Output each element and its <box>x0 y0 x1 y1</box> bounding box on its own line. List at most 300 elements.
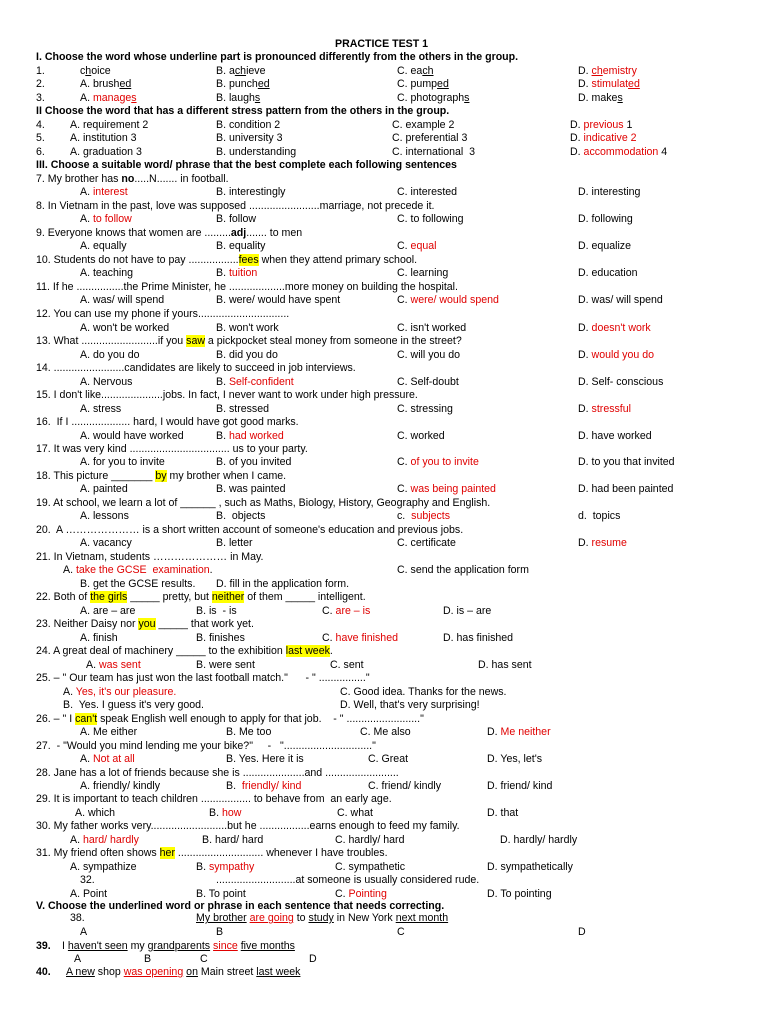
text-run: speak English well enough to apply for that job. - " ........................." <box>97 713 424 725</box>
test-line <box>0 793 768 806</box>
answer-option <box>487 726 551 739</box>
item-text: A. are – are <box>80 605 136 617</box>
text-run: C. <box>335 888 349 900</box>
answer-option: B. is - is <box>196 605 237 617</box>
text-run: tuition <box>228 267 258 279</box>
answer-option <box>66 966 300 979</box>
item-text: A. Me either <box>80 726 138 738</box>
text-run: s <box>131 92 137 104</box>
text-run: oice <box>91 65 111 77</box>
test-line <box>0 92 768 105</box>
text-run: D. make <box>578 92 618 104</box>
answer-option: A. institution 3 <box>70 132 137 144</box>
text-run: are – is <box>335 605 371 617</box>
text-run: . <box>209 564 213 576</box>
answer-option <box>578 349 654 362</box>
text-run: c <box>80 65 86 77</box>
text-run: C. ea <box>397 65 423 77</box>
text-run: in New York <box>333 912 396 924</box>
test-line <box>0 389 768 402</box>
text-run: D. <box>578 403 592 415</box>
item-text: A <box>74 953 82 965</box>
text-run: A. <box>63 686 76 698</box>
text-run: Yes, it's our pleasure. <box>75 686 177 698</box>
answer-option <box>570 132 637 145</box>
text-run: B. <box>209 807 222 819</box>
answer-option <box>216 78 270 91</box>
item-text: B. Yes. I guess it's very good. <box>63 699 204 711</box>
answer-option <box>216 92 260 105</box>
text-run: My brother <box>196 912 247 924</box>
test-line <box>0 281 768 294</box>
text-run: s <box>254 92 261 104</box>
text-run: equal <box>410 240 437 252</box>
answer-option: D. To pointing <box>487 888 552 900</box>
answer-option: C. worked <box>397 430 445 442</box>
text-run: C. <box>322 605 336 617</box>
text-run: when they attend primary school. <box>258 254 418 266</box>
test-line <box>0 200 768 213</box>
test-line <box>0 926 768 939</box>
answer-option <box>62 940 295 953</box>
text-run: next month <box>395 912 449 924</box>
test-line <box>0 254 768 267</box>
answer-option: C. interested <box>397 186 458 198</box>
text-run: B. <box>216 376 229 388</box>
item-text: 14. ........................candidates are likely to succeed in job interviews. <box>36 362 356 374</box>
text-run: of you to invite <box>410 456 479 468</box>
text-run: C. <box>322 632 336 644</box>
test-line <box>0 322 768 335</box>
answer-option <box>578 403 631 416</box>
text-run: ed <box>437 78 449 90</box>
item-text: A. sympathize <box>70 861 137 873</box>
text-run: of them _____ intelligent. <box>244 591 366 603</box>
answer-option <box>578 537 627 550</box>
answer-option: C. Great <box>368 753 409 765</box>
answer-option: D. to you that invited <box>578 456 675 468</box>
test-line <box>0 497 768 510</box>
test-line <box>0 537 768 550</box>
item-text: 27. - "Would you mind lending me your bike?" - ".............................." <box>36 740 376 752</box>
answer-option <box>397 510 450 523</box>
text-run: 7. My brother has <box>36 173 122 185</box>
answer-option <box>578 78 640 91</box>
item-text: A. vacancy <box>80 537 132 549</box>
item-text: A. would have worked <box>80 430 184 442</box>
test-line <box>0 510 768 523</box>
item-text: 2. <box>36 78 45 90</box>
answer-option: C. send the application form <box>397 564 529 576</box>
answer-option: D. Well, that's very surprising! <box>340 699 480 711</box>
answer-option: B. understanding <box>216 146 297 158</box>
answer-option: D. friend/ kind <box>487 780 553 792</box>
answer-option: D. have worked <box>578 430 652 442</box>
test-line <box>0 564 768 577</box>
answer-option <box>397 456 479 469</box>
answer-option: B. won't work <box>216 322 279 334</box>
text-run: A. <box>80 213 93 225</box>
test-line <box>0 132 768 145</box>
text-run: A. <box>80 753 93 765</box>
answer-option: C. Self-doubt <box>397 376 459 388</box>
text-run: Pointing <box>348 888 387 900</box>
text-run: D. <box>570 132 584 144</box>
text-run: 9. Everyone knows that women are ......... <box>36 227 231 239</box>
answer-option <box>322 605 370 618</box>
text-run: take the GCSE examination <box>75 564 210 576</box>
text-run: A. brush <box>80 78 120 90</box>
item-text: 30. My father works very..........................but he .................earns enough to feed my family. <box>36 820 460 832</box>
item-text <box>36 227 302 240</box>
item-text: 17. It was very kind .................................. us to your party. <box>36 443 308 455</box>
test-line <box>0 834 768 847</box>
item-text: 40. <box>36 966 51 978</box>
answer-option: A. graduation 3 <box>70 146 142 158</box>
text-run: D. <box>578 65 592 77</box>
answer-option: C. learning <box>397 267 449 279</box>
item-text: 11. If he ................the Prime Minister, he ...................more money on building the hospital. <box>36 281 458 293</box>
test-line <box>0 146 768 159</box>
answer-option: D. education <box>578 267 638 279</box>
test-line <box>0 820 768 833</box>
text-run: sympathy <box>208 861 255 873</box>
text-run: adj <box>230 227 247 239</box>
page-title-row <box>0 38 768 51</box>
item-text: B. get the GCSE results. <box>80 578 196 590</box>
answer-option: B. finishes <box>196 632 245 644</box>
answer-option: C <box>397 926 405 938</box>
answer-option: B. stressed <box>216 403 269 415</box>
answer-option <box>578 92 623 105</box>
text-run: D. <box>578 349 592 361</box>
text-run: no <box>121 173 135 185</box>
text-run: 4 <box>658 146 668 158</box>
test-line <box>0 335 768 348</box>
test-line <box>0 416 768 429</box>
text-run: emistry <box>602 65 637 77</box>
item-text: A. Point <box>70 888 108 900</box>
text-run: C. photograph <box>397 92 465 104</box>
text-run: Self-confident <box>228 376 294 388</box>
text-run: 26. – " I <box>36 713 76 725</box>
text-run: ....... to men <box>246 227 303 239</box>
page-title: PRACTICE TEST 1 <box>335 38 429 50</box>
text-run: ch <box>234 65 247 77</box>
answer-option: C. to following <box>397 213 464 225</box>
item-text <box>36 254 417 267</box>
answer-option <box>196 861 254 874</box>
answer-option: B. of you invited <box>216 456 292 468</box>
answer-option: B. condition 2 <box>216 119 281 131</box>
text-run: s <box>464 92 470 104</box>
test-line <box>0 632 768 645</box>
text-run: B. punch <box>216 78 258 90</box>
test-line <box>0 470 768 483</box>
answer-option: C. will you do <box>397 349 460 361</box>
answer-option: C. Me also <box>360 726 411 738</box>
test-line <box>0 966 768 979</box>
test-line <box>0 686 768 699</box>
text-run: 24. A great deal of machinery _____ to the exhibition <box>36 645 286 657</box>
answer-option: B <box>144 953 152 965</box>
answer-option: B. letter <box>216 537 253 549</box>
text-run: on <box>186 966 198 978</box>
test-line <box>0 186 768 199</box>
section-heading <box>0 159 768 172</box>
text-run: 31. My friend often shows <box>36 847 160 859</box>
text-run: ch <box>422 65 434 77</box>
answer-option: D. equalize <box>578 240 631 252</box>
answer-option: C. hardly/ hard <box>335 834 405 846</box>
text-run: you <box>138 618 156 630</box>
text-run: indicative 2 <box>583 132 637 144</box>
text-run: interest <box>92 186 128 198</box>
test-line <box>0 376 768 389</box>
text-run: ch <box>591 65 603 77</box>
answer-option <box>216 430 284 443</box>
text-run: haven't seen <box>67 940 128 952</box>
item-text: 4. <box>36 119 45 131</box>
test-line <box>0 430 768 443</box>
test-line <box>0 740 768 753</box>
test-line <box>0 672 768 685</box>
test-line <box>0 456 768 469</box>
text-run: C. <box>397 240 411 252</box>
test-line <box>0 65 768 78</box>
item-text: 39. <box>36 940 51 952</box>
text-run: fees <box>238 254 259 266</box>
item-text: 32. <box>80 874 95 886</box>
text-run: were/ would spend <box>410 294 499 306</box>
answer-option: D. Yes, let's <box>487 753 543 765</box>
text-run: A. <box>80 186 93 198</box>
text-run: manage <box>92 92 132 104</box>
item-text: A. for you to invite <box>80 456 165 468</box>
test-line <box>0 173 768 186</box>
text-run: neither <box>211 591 245 603</box>
item-text: A. was/ will spend <box>80 294 165 306</box>
answer-option: B. Me too <box>226 726 272 738</box>
text-run: can't <box>75 713 98 725</box>
item-text <box>36 335 462 348</box>
test-line <box>0 861 768 874</box>
item-text: 6. <box>36 146 45 158</box>
text-run: have finished <box>335 632 398 644</box>
item-text: 16. If I .................... hard, I would have got good marks. <box>36 416 299 428</box>
item-text <box>63 686 176 699</box>
answer-option: C. example 2 <box>392 119 455 131</box>
text-run: was opening <box>123 966 184 978</box>
item-text <box>86 659 141 672</box>
text-run: Not at all <box>92 753 135 765</box>
answer-option: B. interestingly <box>216 186 286 198</box>
item-text: II Choose the word that has a different stress pattern from the others in the group. <box>36 105 450 117</box>
text-run: are going <box>249 912 294 924</box>
answer-option: C. stressing <box>397 403 453 415</box>
text-run: last week <box>256 966 301 978</box>
text-run: 1 <box>623 119 633 131</box>
item-text: A. friendly/ kindly <box>80 780 161 792</box>
answer-option: C. friend/ kindly <box>368 780 442 792</box>
item-text <box>36 645 333 658</box>
text-run: a pickpocket steal money from someone in the street? <box>204 335 462 347</box>
item-text: A. finish <box>80 632 118 644</box>
text-run: B. laugh <box>216 92 255 104</box>
answer-option: B. Yes. Here it is <box>226 753 304 765</box>
test-line <box>0 403 768 416</box>
test-line <box>0 953 768 966</box>
text-run: shop <box>94 966 124 978</box>
test-line <box>0 308 768 321</box>
answer-option: B. university 3 <box>216 132 283 144</box>
item-text: A. which <box>75 807 116 819</box>
item-text: A. teaching <box>80 267 134 279</box>
text-run: D. <box>578 537 592 549</box>
answer-option: B <box>216 926 224 938</box>
answer-option <box>216 65 266 78</box>
answer-option <box>397 65 434 78</box>
text-run: _____ that work yet. <box>155 618 254 630</box>
item-text <box>63 564 213 577</box>
answer-option: D. Self- conscious <box>578 376 664 388</box>
text-run: had worked <box>228 430 284 442</box>
text-run: h <box>85 65 92 77</box>
test-line <box>0 240 768 253</box>
text-run: c. <box>397 510 412 522</box>
answer-option: D. had been painted <box>578 483 674 495</box>
answer-option: D. is – are <box>443 605 492 617</box>
answer-option: B. did you do <box>216 349 278 361</box>
text-run: I <box>62 940 68 952</box>
text-run: study <box>308 912 334 924</box>
answer-option: B. were/ would have spent <box>216 294 341 306</box>
answer-option <box>397 294 499 307</box>
answer-option: C. isn't worked <box>397 322 467 334</box>
answer-option: B. was painted <box>216 483 286 495</box>
text-run: D. <box>487 726 501 738</box>
text-run: stimulat <box>591 78 629 90</box>
section-heading <box>0 105 768 118</box>
answer-option <box>216 267 257 280</box>
item-text <box>36 173 229 186</box>
answer-option <box>196 912 448 925</box>
answer-option: C. sympathetic <box>335 861 406 873</box>
text-run: subjects <box>411 510 451 522</box>
answer-option: C. what <box>337 807 373 819</box>
item-text: V. Choose the underlined word or phrase in each sentence that needs correcting. <box>36 900 445 912</box>
text-run: would you do <box>591 349 654 361</box>
item-text: III. Choose a suitable word/ phrase that the best complete each following sentences <box>36 159 457 171</box>
text-run: Me neither <box>500 726 551 738</box>
item-text <box>80 753 135 766</box>
text-run: D. <box>570 119 584 131</box>
text-run: my <box>127 940 148 952</box>
item-text: 5. <box>36 132 45 144</box>
text-run: A. <box>86 659 99 671</box>
test-line <box>0 847 768 860</box>
text-run: to follow <box>92 213 132 225</box>
item-text: A. do you do <box>80 349 140 361</box>
text-run: B. a <box>216 65 235 77</box>
test-line <box>0 227 768 240</box>
item-text <box>36 470 286 483</box>
answer-option <box>570 119 632 132</box>
text-run: saw <box>186 335 205 347</box>
test-line <box>0 726 768 739</box>
text-run: ed <box>119 78 132 90</box>
test-line <box>0 912 768 925</box>
answer-option: d. topics <box>578 510 621 522</box>
text-run: 23. Neither Daisy nor <box>36 618 139 630</box>
item-text: 21. In Vietnam, students ………………… in May. <box>36 551 264 563</box>
item-text: A. stress <box>80 403 122 415</box>
item-text: A. painted <box>80 483 128 495</box>
text-run: five months <box>240 940 295 952</box>
answer-option: D. has finished <box>443 632 514 644</box>
item-text: 19. At school, we learn a lot of ______ , such as Maths, Biology, History, Geography and English. <box>36 497 491 509</box>
text-run: C. <box>397 294 411 306</box>
answer-option: B. equality <box>216 240 266 252</box>
item-text: 28. Jane has a lot of friends because she is .....................and ......................... <box>36 767 399 779</box>
item-text: I. Choose the word whose underline part is pronounced differently from the others in the group. <box>36 51 519 63</box>
item-text: 15. I don't like.....................jobs. In fact, I never want to work under high pressure. <box>36 389 418 401</box>
test-line <box>0 551 768 564</box>
text-run: A new <box>66 966 95 978</box>
text-run: grandparents <box>147 940 211 952</box>
item-text <box>36 713 424 726</box>
item-text: A. equally <box>80 240 127 252</box>
answer-option: D. fill in the application form. <box>216 578 350 590</box>
test-line <box>0 443 768 456</box>
answer-option: D. has sent <box>478 659 532 671</box>
test-line <box>0 753 768 766</box>
answer-option <box>322 632 398 645</box>
test-line <box>0 267 768 280</box>
answer-option: D. interesting <box>578 186 641 198</box>
text-run: since <box>213 940 238 952</box>
item-text: 8. In Vietnam in the past, love was supposed ........................marriage, not precede it. <box>36 200 435 212</box>
text-run: C. <box>397 456 411 468</box>
answer-option <box>80 65 111 78</box>
test-line <box>0 699 768 712</box>
answer-option: C. sent <box>330 659 364 671</box>
text-run: Main street <box>197 966 257 978</box>
item-text: 25. – " Our team has just won the last football match." - " ................" <box>36 672 370 684</box>
test-line <box>0 578 768 591</box>
text-run: . <box>329 645 333 657</box>
answer-option: D. that <box>487 807 519 819</box>
test-line <box>0 767 768 780</box>
answer-option: D. was/ will spend <box>578 294 663 306</box>
item-text <box>36 591 366 604</box>
answer-option <box>216 376 294 389</box>
text-run: ed <box>257 78 270 90</box>
test-line <box>0 591 768 604</box>
item-text: 38. <box>70 912 85 924</box>
test-line <box>0 349 768 362</box>
text-run: B. <box>216 430 229 442</box>
text-run: A. <box>63 564 76 576</box>
text-run: last week <box>285 645 330 657</box>
text-run: 22. Both of <box>36 591 91 603</box>
test-line <box>0 213 768 226</box>
text-run: C. pump <box>397 78 438 90</box>
answer-option: C <box>200 953 208 965</box>
answer-option: ...........................at someone is usually considered rude. <box>216 874 480 886</box>
answer-option <box>397 92 469 105</box>
answer-option: D. hardly/ hardly <box>500 834 578 846</box>
